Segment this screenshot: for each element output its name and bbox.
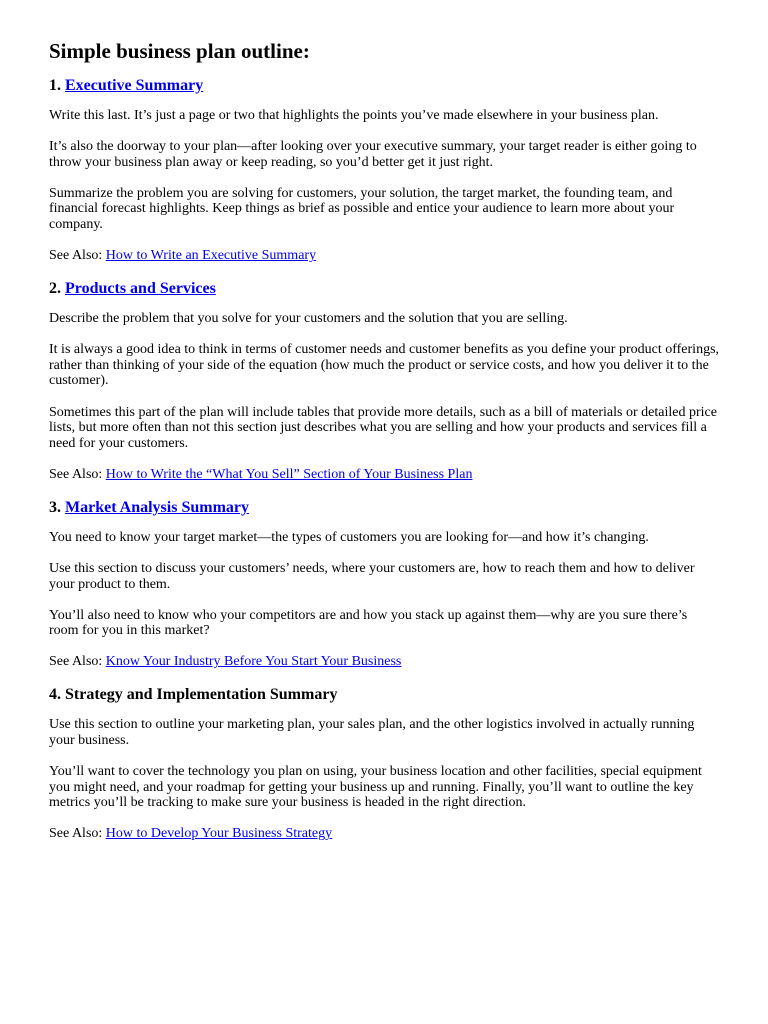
products-and-services-link[interactable]: Products and Services <box>65 280 216 298</box>
section-number: 1. <box>49 77 61 94</box>
see-also-label: See Also: <box>49 826 103 842</box>
see-also-link-executive-summary[interactable]: How to Write an Executive Summary <box>105 248 317 264</box>
see-also-link-what-you-sell[interactable]: How to Write the “What You Sell” Section of Your Business Plan <box>105 466 473 482</box>
paragraph: Sometimes this part of the plan will include tables that provide more details, such as a bill of materials or detailed price lists, but more often than not this section just describes what you are selling and how your products and services fill a need for your customers. <box>49 404 717 451</box>
section-number: 3. <box>49 498 61 516</box>
section-heading <box>49 685 720 705</box>
executive-summary-link[interactable]: Executive Summary <box>65 77 204 94</box>
see-also <box>49 826 720 842</box>
section-executive-summary <box>49 76 720 264</box>
see-also-label: See Also: <box>49 654 103 670</box>
paragraph: Use this section to discuss your customers’ needs, where your customers are, how to reach them and how to deliver your product to them. <box>49 561 695 592</box>
see-also-label: See Also: <box>49 466 103 482</box>
section-number: 2. <box>49 280 61 298</box>
section-strategy-and-implementation <box>49 685 720 842</box>
paragraph: Write this last. It’s just a page or two that highlights the points you’ve made elsewhere in your business plan. <box>49 108 659 123</box>
paragraph: Summarize the problem you are solving for customers, your solution, the target market, the founding team, and financial forecast highlights. Keep things as brief as possible and entice your audience to learn more about your company. <box>49 185 675 232</box>
market-analysis-summary-link[interactable]: Market Analysis Summary <box>65 498 249 516</box>
see-also <box>49 654 720 670</box>
section-heading <box>49 76 720 96</box>
paragraph: It is always a good idea to think in terms of customer needs and customer benefits as you define your product offerings, rather than thinking of your side of the equation (how much the product or service costs, and how you deliver it to the customer). <box>49 342 720 389</box>
section-heading-text: Strategy and Implementation Summary <box>65 686 338 704</box>
section-heading <box>49 498 720 518</box>
section-heading <box>49 279 720 299</box>
see-also <box>49 467 720 483</box>
paragraph: It’s also the doorway to your plan—after looking over your executive summary, your target reader is either going to throw your business plan away or keep reading, so you’d better get it just right. <box>49 139 697 170</box>
paragraph: You’ll want to cover the technology you plan on using, your business location and other facilities, special equipment you might need, and your roadmap for getting your business up and running. Finally, you’ll want to outline the key metrics you’ll be tracking to make sure your business is headed in the right direction. <box>49 764 702 811</box>
paragraph: Describe the problem that you solve for your customers and the solution that you are selling. <box>49 311 568 327</box>
see-also-link-business-strategy[interactable]: How to Develop Your Business Strategy <box>105 826 333 842</box>
paragraph: Use this section to outline your marketing plan, your sales plan, and the other logistics involved in actually running your business. <box>49 717 695 749</box>
section-market-analysis-summary <box>49 498 720 670</box>
paragraph: You need to know your target market—the types of customers you are looking for—and how it’s changing. <box>49 529 649 545</box>
see-also-link-know-your-industry[interactable]: Know Your Industry Before You Start Your Business <box>105 654 402 670</box>
section-number: 4. <box>49 686 61 704</box>
see-also <box>49 248 720 264</box>
page-title: Simple business plan outline: <box>49 39 310 63</box>
paragraph: You’ll also need to know who your competitors are and how you stack up against them—why are you sure there’s room for you in this market? <box>49 607 688 639</box>
section-products-and-services <box>49 279 720 482</box>
see-also-label: See Also: <box>49 248 103 264</box>
